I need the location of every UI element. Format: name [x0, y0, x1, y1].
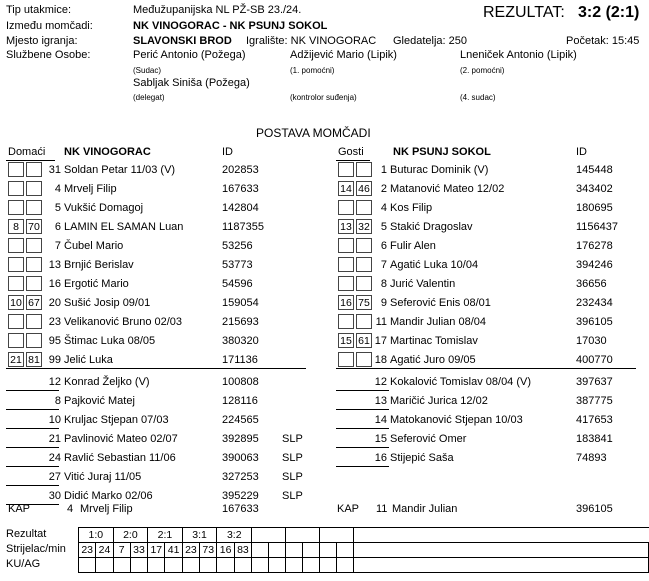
player-id: 417653: [576, 414, 613, 426]
sub-in-box: [8, 200, 24, 215]
player-name: Jelić Luka: [64, 354, 113, 366]
starter-row: [8, 200, 308, 216]
starter-row: [8, 162, 308, 178]
sub-out-box: 81: [26, 352, 42, 367]
sudac-name: Perić Antonio (Požega): [133, 49, 246, 61]
away-id-label: ID: [576, 146, 587, 158]
scorer-minute-cell: 24: [96, 543, 113, 558]
home-id-label: ID: [222, 146, 233, 158]
sub-in-box: [8, 162, 24, 177]
starter-row: [338, 219, 638, 235]
sub-out-box: 75: [356, 295, 372, 310]
player-number: 20: [48, 297, 61, 309]
player-number: 24: [48, 452, 61, 464]
starter-row: [8, 181, 308, 197]
player-number: 12: [48, 376, 61, 388]
sub-out-box: [356, 257, 372, 272]
player-name: Konrad Željko (V): [64, 376, 150, 388]
player-name: Štimac Luka 08/05: [64, 335, 156, 347]
player-name: Jurić Valentin: [390, 278, 456, 290]
sub-in-box: [338, 352, 354, 367]
kontrolor-role: (kontrolor suđenja): [290, 93, 357, 102]
player-id: 74893: [576, 452, 607, 464]
player-name: Seferović Enis 08/01: [390, 297, 491, 309]
player-name: Soldan Petar 11/03 (V): [64, 164, 176, 176]
substitute-row: [8, 412, 308, 428]
player-name: LAMIN EL SAMAN Luan: [64, 221, 184, 233]
sudac4-role: (4. sudac): [460, 93, 496, 102]
pocetak: Početak: 15:45: [566, 35, 640, 47]
player-number: 4: [380, 202, 387, 214]
player-id: 54596: [222, 278, 253, 290]
sub-in-box: [338, 257, 354, 272]
sub-out-box: [356, 238, 372, 253]
substitute-row: [338, 374, 638, 390]
player-name: Maričić Jurica 12/02: [390, 395, 488, 407]
sub-in-box: 10: [8, 295, 24, 310]
starter-row: [338, 181, 638, 197]
sub-out-box: [26, 181, 42, 196]
player-name: Sušić Josip 09/01: [64, 297, 151, 309]
player-name: Agatić Luka 10/04: [390, 259, 479, 271]
player-id: 327253: [222, 471, 259, 483]
scorer-minute-cell: 17: [148, 543, 165, 558]
starter-row: [338, 352, 638, 368]
player-number: 8: [380, 278, 387, 290]
ku-cell: [234, 558, 251, 573]
substitute-row: [8, 450, 308, 466]
sub-in-box: 16: [338, 295, 354, 310]
sub-in-box: 21: [8, 352, 24, 367]
substitute-row: [8, 431, 308, 447]
player-number: 6: [54, 221, 61, 233]
home-side-label: Domaći: [8, 146, 46, 158]
sub-slot-underline: [336, 466, 389, 467]
player-name: Mrvelj Filip: [64, 183, 117, 195]
sub-out-box: [356, 314, 372, 329]
igraliste: Igralište: NK VINOGORAC: [246, 35, 377, 47]
starter-row: [8, 276, 308, 292]
sub-out-box: [26, 238, 42, 253]
score-cell-tail: [353, 528, 648, 543]
ku-cell: [130, 558, 147, 573]
starter-row: [338, 200, 638, 216]
player-id: 176278: [576, 240, 613, 252]
sub-out-box: [26, 333, 42, 348]
sub-in-box: [8, 333, 24, 348]
player-number: 8: [54, 395, 61, 407]
player-name: Stijepić Saša: [390, 452, 454, 464]
izmedu-label: Između momčadi:: [6, 20, 93, 32]
home-kap-id: 167633: [222, 503, 259, 515]
player-id: 395229: [222, 490, 259, 502]
player-note: SLP: [282, 433, 303, 445]
player-id: 343402: [576, 183, 613, 195]
player-id: 394246: [576, 259, 613, 271]
player-number: 31: [48, 164, 61, 176]
player-note: SLP: [282, 452, 303, 464]
pomocni1-name: Adžijević Mario (Lipik): [290, 49, 397, 61]
scorer-minute-cell: 16: [217, 543, 234, 558]
player-number: 17: [374, 335, 387, 347]
sub-out-box: [356, 352, 372, 367]
player-name: Pajković Matej: [64, 395, 135, 407]
tip-label: Tip utakmice:: [6, 4, 72, 16]
starter-row: [8, 314, 308, 330]
starter-row: [8, 295, 308, 311]
home-kap-num: 4: [67, 503, 74, 515]
away-subs-separator: [336, 368, 636, 369]
delegat-role: (delegat): [133, 93, 165, 102]
home-team: NK VINOGORAC: [64, 146, 151, 158]
player-id: 142804: [222, 202, 259, 214]
away-kap-num: 11: [376, 503, 388, 515]
substitute-row: [8, 469, 308, 485]
sub-out-box: 61: [356, 333, 372, 348]
player-id: 202853: [222, 164, 259, 176]
sub-slot-underline: [336, 447, 389, 448]
starter-row: [8, 238, 308, 254]
player-number: 12: [374, 376, 387, 388]
pomocni2-name: Lneniček Antonio (Lipik): [460, 49, 577, 61]
score-cell: 3:1: [182, 528, 217, 543]
player-name: Didić Marko 02/06: [64, 490, 153, 502]
rezultat-label: REZULTAT:: [483, 4, 565, 21]
score-cell: 2:0: [113, 528, 147, 543]
player-id: 387775: [576, 395, 613, 407]
player-id: 397637: [576, 376, 613, 388]
player-number: 7: [54, 240, 61, 252]
score-cell-empty: [286, 528, 320, 543]
score-cell: 2:1: [148, 528, 183, 543]
results-scorer-row: [79, 543, 649, 558]
substitute-row: [8, 488, 308, 504]
player-id: 36656: [576, 278, 607, 290]
scorer-minute-empty: [336, 543, 353, 558]
player-name: Velikanović Bruno 02/03: [64, 316, 183, 328]
starter-row: [8, 219, 308, 235]
sub-out-box: 46: [356, 181, 372, 196]
player-id: 183841: [576, 433, 613, 445]
substitute-row: [338, 431, 638, 447]
results-ku-row: [79, 558, 649, 573]
sub-out-box: [356, 200, 372, 215]
player-number: 18: [374, 354, 387, 366]
player-name: Ergotić Mario: [64, 278, 129, 290]
player-number: 14: [374, 414, 387, 426]
player-id: 392895: [222, 433, 259, 445]
sub-slot-underline: [6, 485, 59, 486]
score-cell-empty: [252, 528, 286, 543]
scorer-minute-cell: 23: [79, 543, 96, 558]
sub-out-box: [26, 276, 42, 291]
starter-row: [338, 276, 638, 292]
postava-title: POSTAVA MOMČADI: [256, 126, 371, 140]
player-id: 167633: [222, 183, 259, 195]
player-name: Agatić Juro 09/05: [390, 354, 476, 366]
player-id: 17030: [576, 335, 607, 347]
scorer-minute-empty: [252, 543, 269, 558]
player-name: Matanović Mateo 12/02: [390, 183, 505, 195]
results-label-strijelac: Strijelac/min: [6, 543, 66, 555]
starter-row: [338, 295, 638, 311]
sub-slot-underline: [6, 390, 59, 391]
player-name: Ravlić Sebastian 11/06: [64, 452, 176, 464]
sub-in-box: [338, 200, 354, 215]
player-name: Brnjić Berislav: [64, 259, 134, 271]
player-name: Martinac Tomislav: [390, 335, 478, 347]
starter-row: [338, 238, 638, 254]
player-name: Pavlinović Mateo 02/07: [64, 433, 178, 445]
player-number: 4: [54, 183, 61, 195]
starter-row: [338, 162, 638, 178]
sub-in-box: [338, 162, 354, 177]
home-subs-separator: [6, 368, 306, 369]
sub-out-box: [26, 257, 42, 272]
player-name: Seferović Omer: [390, 433, 467, 445]
score-cell-empty: [319, 528, 353, 543]
sluzbene-label: Službene Osobe:: [6, 49, 91, 61]
player-number: 15: [374, 433, 387, 445]
sub-in-box: [8, 314, 24, 329]
sub-slot-underline: [6, 409, 59, 410]
player-name: Vitić Juraj 11/05: [64, 471, 142, 483]
sub-in-box: [8, 181, 24, 196]
sub-in-box: [338, 314, 354, 329]
tip-value: Međužupanijska NL PŽ-SB 23./24.: [133, 4, 302, 16]
player-name: Mandir Julian 08/04: [390, 316, 487, 328]
away-kap-name: Mandir Julian: [392, 503, 458, 515]
player-number: 2: [380, 183, 387, 195]
player-number: 30: [48, 490, 61, 502]
player-number: 6: [380, 240, 387, 252]
substitute-row: [338, 450, 638, 466]
sub-in-box: [338, 238, 354, 253]
player-name: Kruljac Stjepan 07/03: [64, 414, 169, 426]
substitute-row: [338, 412, 638, 428]
sub-in-box: [8, 238, 24, 253]
home-underline: [6, 160, 55, 161]
away-team: NK PSUNJ SOKOL: [393, 146, 491, 158]
results-table: [78, 527, 649, 573]
player-number: 7: [380, 259, 387, 271]
away-kap-id: 396105: [576, 503, 613, 515]
starter-row: [8, 333, 308, 349]
sub-in-box: 15: [338, 333, 354, 348]
sub-in-box: 8: [8, 219, 24, 234]
ku-cell: [79, 558, 96, 573]
scorer-minute-empty: [286, 543, 303, 558]
sub-slot-underline: [6, 447, 59, 448]
player-name: Stakić Dragoslav: [390, 221, 473, 233]
player-number: 10: [48, 414, 61, 426]
ku-cell: [319, 558, 336, 573]
player-id: 224565: [222, 414, 259, 426]
player-number: 95: [48, 335, 61, 347]
ku-cell: [182, 558, 199, 573]
pomocni2-role: (2. pomoćni): [460, 66, 505, 75]
scorer-minute-empty: [302, 543, 319, 558]
scorer-minute-cell: 41: [165, 543, 182, 558]
results-score-row: [79, 528, 649, 543]
player-id: 100808: [222, 376, 259, 388]
substitute-row: [8, 393, 308, 409]
away-kap-label: KAP: [337, 503, 360, 515]
scorer-minute-empty: [319, 543, 336, 558]
player-id: 215693: [222, 316, 259, 328]
ku-cell: [252, 558, 269, 573]
mjesto-value: SLAVONSKI BROD: [133, 35, 232, 47]
sub-out-box: [356, 276, 372, 291]
score-cell: 3:2: [217, 528, 252, 543]
player-id: 53773: [222, 259, 253, 271]
sub-slot-underline: [6, 428, 59, 429]
scorer-minute-cell: 73: [200, 543, 217, 558]
sub-out-box: 67: [26, 295, 42, 310]
sub-out-box: [26, 200, 42, 215]
scorer-minute-empty: [269, 543, 286, 558]
player-number: 16: [374, 452, 387, 464]
player-number: 5: [380, 221, 387, 233]
score-cell: 1:0: [79, 528, 114, 543]
pomocni1-role: (1. pomoćni): [290, 66, 335, 75]
player-number: 99: [48, 354, 61, 366]
ku-cell: [302, 558, 319, 573]
player-number: 21: [48, 433, 61, 445]
ku-cell: [217, 558, 234, 573]
home-kap-name: Mrvelj Filip: [80, 503, 133, 515]
away-underline: [336, 160, 370, 161]
sub-in-box: [338, 276, 354, 291]
player-id: 380320: [222, 335, 259, 347]
player-number: 5: [54, 202, 61, 214]
ku-cell: [96, 558, 113, 573]
ku-cell: [113, 558, 130, 573]
sub-slot-underline: [336, 428, 389, 429]
player-id: 390063: [222, 452, 259, 464]
player-id: 159054: [222, 297, 259, 309]
ku-cell: [286, 558, 303, 573]
player-number: 13: [374, 395, 387, 407]
results-label-rezultat: Rezultat: [6, 528, 47, 540]
starter-row: [8, 352, 308, 368]
starter-row: [338, 333, 638, 349]
player-note: SLP: [282, 490, 303, 502]
player-name: Vukšić Domagoj: [64, 202, 144, 214]
sub-out-box: [356, 162, 372, 177]
player-number: 1: [380, 164, 387, 176]
scorer-minute-cell: 7: [113, 543, 130, 558]
scorer-minute-cell: 23: [182, 543, 199, 558]
substitute-row: [8, 374, 308, 390]
sub-in-box: 14: [338, 181, 354, 196]
izmedu-value: NK VINOGORAC - NK PSUNJ SOKOL: [133, 20, 328, 32]
player-number: 23: [48, 316, 61, 328]
home-kap-label: KAP: [8, 503, 31, 515]
player-id: 128116: [222, 395, 258, 407]
gledatelja: Gledatelja: 250: [393, 35, 467, 47]
player-id: 232434: [576, 297, 613, 309]
player-id: 1187355: [222, 221, 265, 233]
substitute-row: [338, 393, 638, 409]
scorer-minute-cell: 33: [130, 543, 147, 558]
sub-out-box: [26, 162, 42, 177]
player-id: 180695: [576, 202, 613, 214]
sub-out-box: 32: [356, 219, 372, 234]
player-name: Kos Filip: [390, 202, 433, 214]
starter-row: [338, 257, 638, 273]
player-number: 13: [48, 259, 61, 271]
sudac-role: (Sudac): [133, 66, 162, 75]
scorer-minute-cell: 83: [234, 543, 251, 558]
player-id: 53256: [222, 240, 253, 252]
player-id: 396105: [576, 316, 613, 328]
sub-slot-underline: [336, 409, 389, 410]
player-id: 171136: [222, 354, 258, 366]
sub-in-box: [8, 257, 24, 272]
starter-row: [338, 314, 638, 330]
player-number: 16: [48, 278, 61, 290]
ku-tail: [353, 558, 648, 573]
ku-cell: [336, 558, 353, 573]
player-name: Buturac Dominik (V): [390, 164, 489, 176]
sub-out-box: 70: [26, 219, 42, 234]
player-name: Fulir Alen: [390, 240, 436, 252]
sub-slot-underline: [336, 390, 389, 391]
sub-out-box: [26, 314, 42, 329]
sub-in-box: [8, 276, 24, 291]
player-id: 145448: [576, 164, 613, 176]
player-name: Matokanović Stjepan 10/03: [390, 414, 523, 426]
delegat-name: Sabljak Siniša (Požega): [133, 77, 250, 89]
player-id: 400770: [576, 354, 613, 366]
away-side-label: Gosti: [338, 146, 364, 158]
player-id: 1156437: [576, 221, 619, 233]
player-number: 11: [375, 316, 387, 328]
starter-row: [8, 257, 308, 273]
player-note: SLP: [282, 471, 303, 483]
player-number: 27: [48, 471, 61, 483]
ku-cell: [165, 558, 182, 573]
player-name: Kokalović Tomislav 08/04 (V): [390, 376, 532, 388]
sub-in-box: 13: [338, 219, 354, 234]
mjesto-label: Mjesto igranja:: [6, 35, 78, 47]
ku-cell: [200, 558, 217, 573]
player-name: Čubel Mario: [64, 240, 124, 252]
player-number: 9: [380, 297, 387, 309]
scorer-tail: [353, 543, 648, 558]
ku-cell: [148, 558, 165, 573]
results-label-ku: KU/AG: [6, 558, 41, 570]
ku-cell: [269, 558, 286, 573]
sub-slot-underline: [6, 466, 59, 467]
rezultat-value: 3:2 (2:1): [578, 4, 640, 21]
